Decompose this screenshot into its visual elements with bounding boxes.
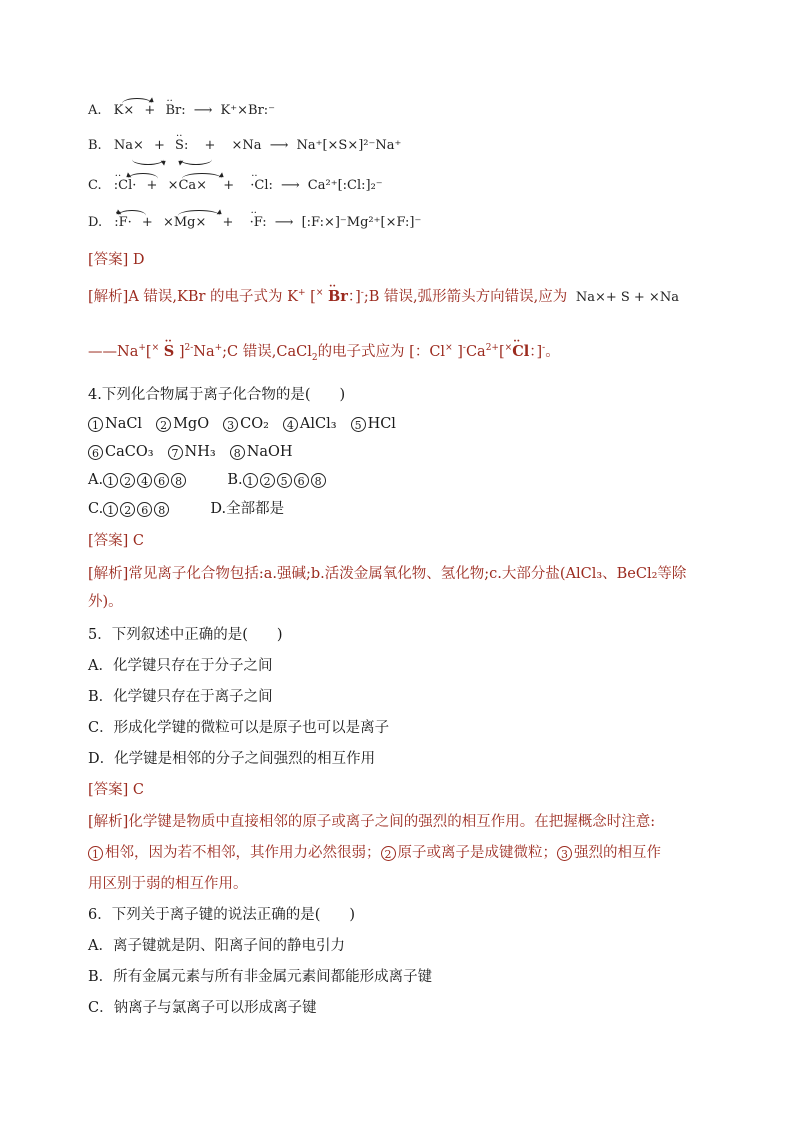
- formula-plus: +: [144, 103, 156, 118]
- analysis-text: Ca: [465, 344, 486, 360]
- formula-plus: +: [222, 215, 234, 230]
- superscript: -: [462, 343, 466, 354]
- formula-mid: ×Ca×: [167, 178, 208, 193]
- q5-analysis-line-1: [解析]化学键是物质中直接相邻的原子或离子之间的强烈的相互作用。在把握概念时注意:: [88, 814, 656, 830]
- formula-left: K×: [113, 103, 135, 118]
- formula-arrow: ⟶: [274, 215, 294, 230]
- option-label: C.: [88, 178, 102, 193]
- q4-answer: [答案] C: [88, 533, 145, 549]
- formula-arrow: ⟶: [269, 138, 289, 153]
- circled-number: 6: [154, 473, 169, 488]
- q6-option-a[interactable]: A．离子键就是阴、阳离子间的静电引力: [88, 938, 345, 954]
- circled-number: 2: [120, 473, 135, 488]
- curved-arrow-icon: [180, 154, 212, 165]
- circled-number: 4: [283, 417, 298, 432]
- circled-number: 4: [137, 473, 152, 488]
- element-symbol: ·· Cl: [512, 343, 529, 360]
- analysis-text: ]: [178, 344, 185, 360]
- compound-item: [351, 414, 396, 434]
- q4-analysis-line-2: 外)。: [88, 594, 123, 610]
- formula-plus: +: [141, 215, 153, 230]
- analysis-text: Na: [193, 344, 215, 360]
- circled-number: 8: [171, 473, 186, 488]
- circled-number: 3: [557, 846, 572, 861]
- formula-result: K⁺×Br:⁻: [220, 103, 276, 118]
- formula-arrow: ⟶: [193, 103, 213, 118]
- q5-option-a[interactable]: A．化学键只存在于分子之间: [88, 658, 273, 674]
- compound-formula: NaCl: [105, 416, 143, 432]
- formula-plus: +: [146, 178, 158, 193]
- formula-right: ·· ·Cl:: [250, 178, 273, 193]
- element-symbol: ·· Br: [328, 288, 348, 305]
- analysis-text: ;B 错误,弧形箭头方向错误,应为: [363, 289, 568, 305]
- superscript: +: [138, 343, 146, 354]
- option-label: A.: [88, 472, 104, 488]
- option-c[interactable]: [88, 501, 171, 517]
- formula-mid: ·· S:: [175, 138, 188, 153]
- q4-options-row-1: [88, 470, 328, 490]
- analysis-text: ：]: [347, 289, 361, 305]
- option-label: C.: [88, 501, 104, 517]
- option-label: D.: [88, 215, 103, 230]
- element-symbol: ·· S: [164, 343, 174, 360]
- circled-number: 3: [223, 417, 238, 432]
- compound-item: [283, 414, 337, 434]
- q4-options-row-2: [88, 499, 284, 519]
- q3-option-b: [88, 136, 401, 156]
- q3-option-a: [88, 101, 275, 121]
- q5-analysis-line-2: [88, 843, 661, 863]
- q5-option-b[interactable]: B．化学键只存在于离子之间: [88, 689, 273, 705]
- circled-number: 8: [154, 502, 169, 517]
- circled-number: 7: [168, 445, 183, 460]
- formula-left: ·· :Cl·: [114, 178, 137, 193]
- option-label: A.: [88, 103, 102, 118]
- cross-mark: ×: [504, 343, 513, 354]
- compound-item: [168, 442, 216, 462]
- analysis-text: 原子或离子是成键微粒；: [397, 845, 557, 861]
- analysis-text: ;C 错误,CaCl: [222, 344, 312, 360]
- circled-number: 8: [230, 445, 245, 460]
- curved-arrow-icon: [128, 173, 158, 184]
- q4-stem: 4.下列化合物属于离子化合物的是( ): [88, 387, 346, 403]
- circled-number: 1: [103, 502, 118, 517]
- circled-number: 6: [137, 502, 152, 517]
- analysis-text: [: [310, 289, 316, 305]
- compound-item: [88, 442, 154, 462]
- option-label: B.: [88, 138, 102, 153]
- compound-item: [156, 414, 209, 434]
- option-numbers: [243, 472, 328, 488]
- analysis-text: 强烈的相互作: [574, 845, 661, 861]
- q5-option-c[interactable]: C．形成化学键的微粒可以是原子也可以是离子: [88, 720, 390, 736]
- compound-formula: NH₃: [184, 444, 216, 460]
- curved-arrow-icon: [118, 210, 146, 221]
- q4-items-row-2: [88, 442, 307, 462]
- formula-result: Na⁺[×S×]²⁻Na⁺: [296, 138, 402, 153]
- superscript: 2-: [184, 343, 194, 354]
- q4-analysis-line-1: [解析]常见离子化合物包括:a.强碱;b.活泼金属氧化物、氢化物;c.大部分盐(AlCl₃、BeCl₂等除: [88, 566, 687, 582]
- analysis-text: [解析]A 错误,KBr 的电子式为 K: [88, 289, 298, 305]
- circled-number: 5: [277, 473, 292, 488]
- formula-result: Ca²⁺[:Cl:]₂⁻: [307, 178, 383, 193]
- circled-number: 2: [381, 846, 396, 861]
- q3-answer: [答案] D: [88, 252, 145, 268]
- formula-right: ·· ·F:: [250, 215, 267, 230]
- curved-arrow-icon: [182, 173, 222, 184]
- superscript: +: [214, 343, 223, 354]
- option-numbers: [103, 501, 171, 517]
- circled-number: 2: [156, 417, 171, 432]
- analysis-text: [: [145, 344, 152, 360]
- q5-stem: 5．下列叙述中正确的是( ): [88, 627, 283, 643]
- curved-arrow-icon: [122, 98, 152, 109]
- analysis-text: 。: [545, 344, 560, 360]
- formula-arrow: ⟶: [281, 178, 300, 193]
- formula-mid: ·· Br:: [165, 103, 185, 118]
- cross-mark: ×: [315, 288, 324, 299]
- subscript: 2: [311, 352, 318, 363]
- superscript: 2+: [485, 343, 499, 354]
- circled-number: 1: [103, 473, 118, 488]
- formula-plus: +: [204, 138, 216, 153]
- option-label: B.: [227, 472, 243, 488]
- formula-inline: Na×+ S + ×Na: [575, 290, 679, 305]
- analysis-text: 相邻，因为若不相邻，其作用力必然很弱；: [105, 845, 381, 861]
- analysis-text: 的电子式应为 [：Cl: [317, 344, 446, 360]
- analysis-text: ：]: [529, 344, 543, 360]
- q6-option-b[interactable]: B．所有金属元素与所有非金属元素间都能形成离子键: [88, 969, 433, 985]
- formula-left: Na×: [113, 138, 144, 153]
- analysis-text: ]: [457, 344, 463, 360]
- superscript: -: [360, 288, 364, 299]
- q5-answer: [答案] C: [88, 782, 145, 798]
- compound-formula: CaCO₃: [105, 444, 154, 460]
- q5-option-d[interactable]: D．化学键是相邻的分子之间强烈的相互作用: [88, 751, 376, 767]
- circled-number: 2: [120, 502, 135, 517]
- analysis-text: [: [498, 344, 505, 360]
- q6-stem: 6．下列关于离子键的说法正确的是( ): [88, 907, 356, 923]
- circled-number: 6: [294, 473, 309, 488]
- q3-analysis-line-1: [88, 287, 679, 308]
- q4-items-row-1: [88, 414, 410, 434]
- formula-result: [:F:×]⁻Mg²⁺[×F:]⁻: [301, 215, 422, 230]
- q6-option-c[interactable]: C．钠离子与氯离子可以形成离子键: [88, 1000, 317, 1016]
- option-d[interactable]: D.全部都是: [210, 501, 285, 517]
- compound-formula: MgO: [173, 416, 210, 432]
- option-b[interactable]: [227, 472, 327, 488]
- cross-mark: ×: [445, 343, 453, 354]
- circled-number: 1: [243, 473, 258, 488]
- analysis-text: ——Na: [88, 344, 139, 360]
- circled-number: 5: [351, 417, 366, 432]
- formula-right: ×Na: [231, 138, 262, 153]
- circled-number: 8: [311, 473, 326, 488]
- compound-formula: HCl: [367, 416, 396, 432]
- circled-number: 1: [88, 846, 103, 861]
- curved-arrow-icon: [178, 210, 220, 221]
- formula-mid: ×Mg×: [162, 215, 207, 230]
- option-a[interactable]: [88, 472, 188, 488]
- circled-number: 6: [88, 445, 103, 460]
- compound-item: [88, 414, 142, 434]
- q5-analysis-line-3: 用区别于弱的相互作用。: [88, 876, 248, 892]
- q3-analysis-line-2: [88, 342, 560, 362]
- curved-arrow-icon: [132, 154, 164, 165]
- compound-item: [230, 442, 293, 462]
- compound-formula: AlCl₃: [299, 416, 337, 432]
- compound-item: [223, 414, 269, 434]
- option-numbers: [103, 472, 188, 488]
- cross-mark: ×: [151, 343, 160, 354]
- formula-left: ·· :F·: [114, 215, 132, 230]
- circled-number: 2: [260, 473, 275, 488]
- formula-plus: +: [154, 138, 165, 153]
- formula-plus: +: [223, 178, 235, 193]
- superscript: -: [542, 343, 546, 354]
- compound-formula: CO₂: [240, 416, 269, 432]
- superscript: +: [297, 288, 306, 299]
- compound-formula: NaOH: [246, 444, 293, 460]
- circled-number: 1: [88, 417, 103, 432]
